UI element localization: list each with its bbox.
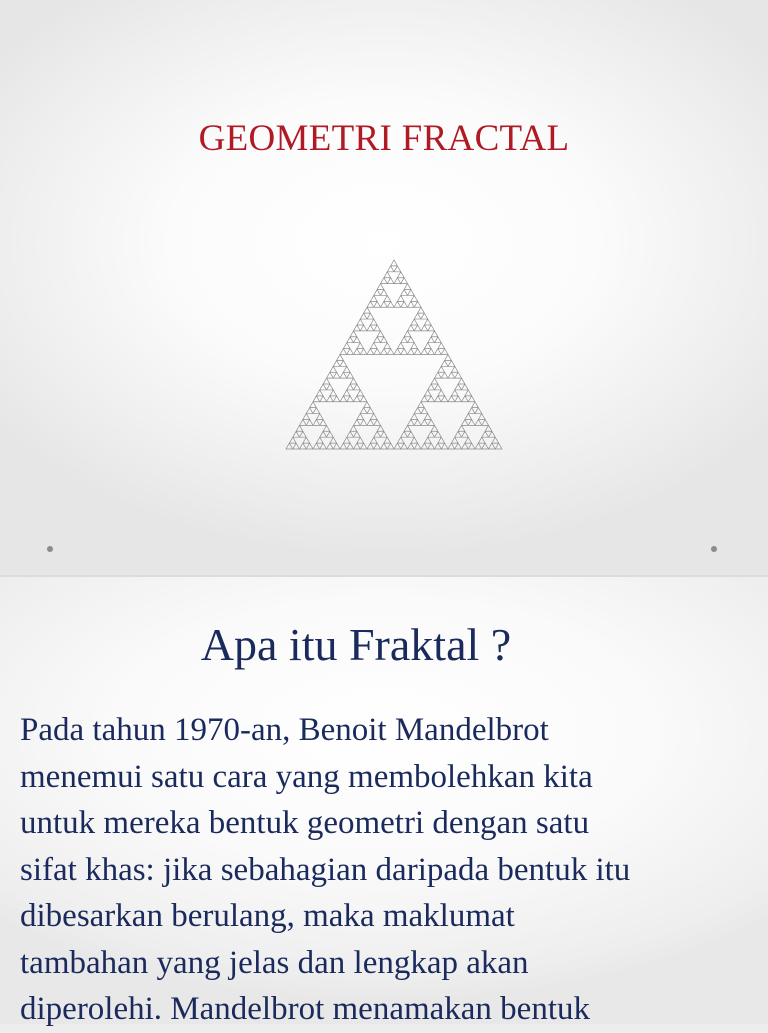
body-line: untuk mereka bentuk geometri dengan satu	[20, 805, 590, 841]
slide-nav-dot-right[interactable]	[711, 546, 717, 552]
slide-nav-dot-left[interactable]	[47, 546, 53, 552]
body-line: Pada tahun 1970-an, Benoit Mandelbrot	[20, 712, 549, 748]
body-line: menemui satu cara yang membolehkan kita	[20, 758, 593, 795]
sierpinski-triangle-icon	[284, 258, 504, 451]
body-line: dibesarkan berulang, maka maklumat	[20, 898, 515, 934]
slide-heading: Apa itu Fraktal ?	[200, 619, 512, 670]
body-line: diperolehi. Mandelbrot menamakan bentuk	[20, 991, 590, 1027]
slide-body	[20, 707, 760, 1033]
body-line: tambahan yang jelas dan lengkap akan	[20, 944, 529, 981]
slide-title: GEOMETRI FRACTAL	[198, 118, 570, 159]
body-line: sifat khas: jika sebahagian daripada bentuk itu	[20, 851, 631, 888]
